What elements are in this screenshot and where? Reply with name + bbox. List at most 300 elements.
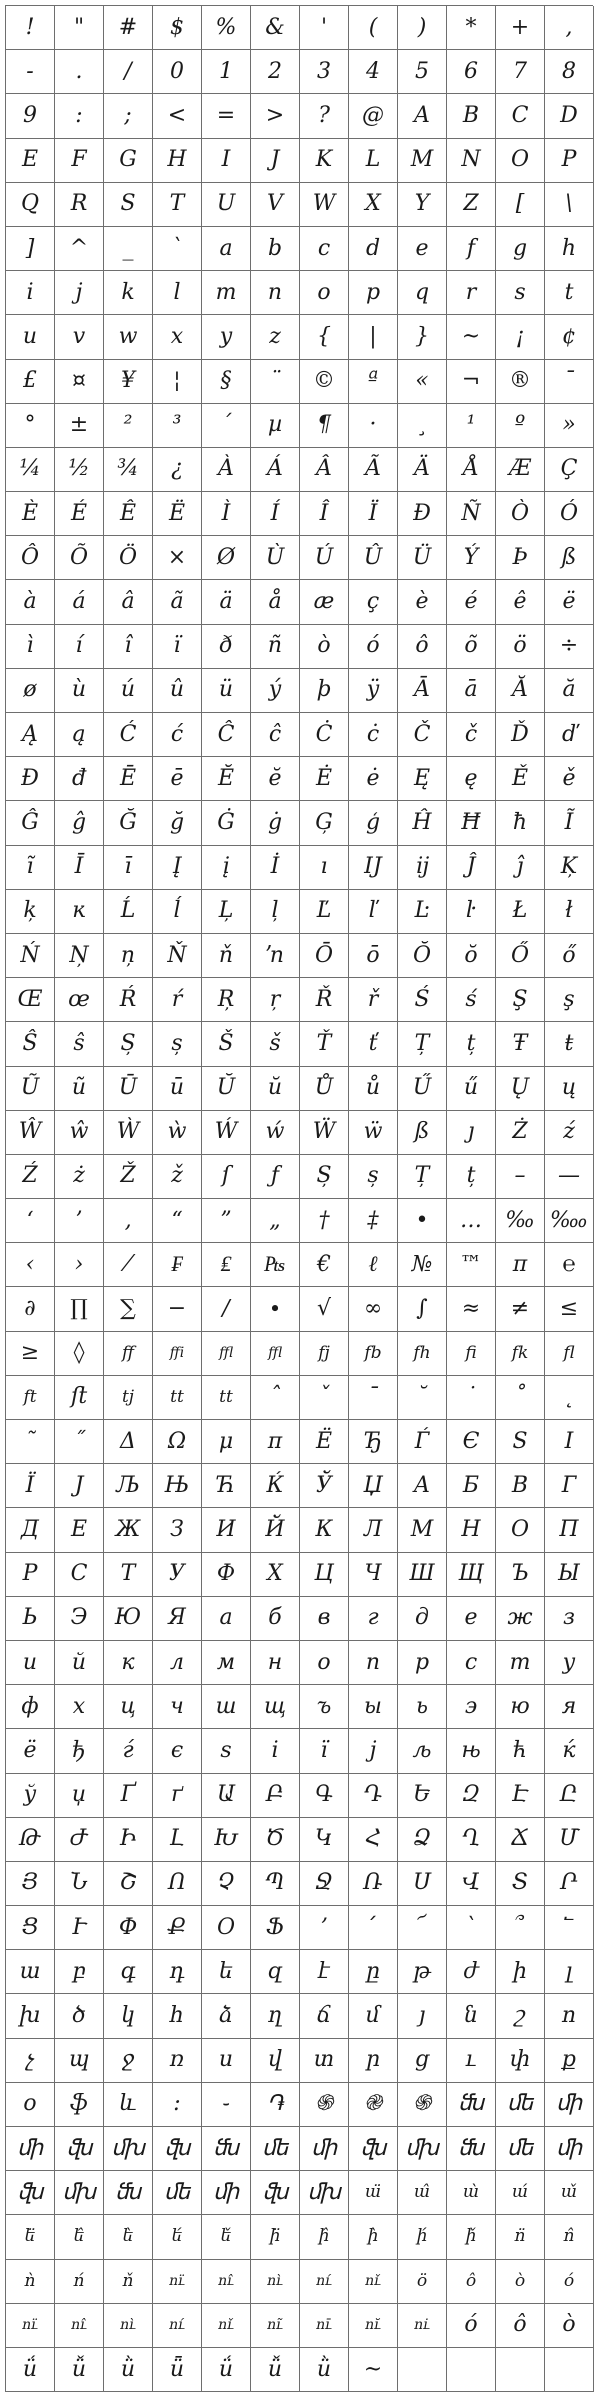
glyph-cell: Պ: [251, 1862, 300, 1906]
glyph-cell: F: [55, 139, 104, 183]
glyph-cell: Љ: [104, 1464, 153, 1508]
glyph-cell: ‹: [6, 1243, 55, 1287]
glyph-cell: Ș: [104, 1022, 153, 1066]
glyph-cell: Ś: [398, 978, 447, 1022]
glyph-cell: ե̈: [6, 2215, 55, 2259]
glyph-cell: Ț: [398, 1022, 447, 1066]
glyph-cell: Ž: [104, 1155, 153, 1199]
glyph-cell: х: [55, 1685, 104, 1729]
glyph-cell: я: [545, 1685, 594, 1729]
glyph-cell: â: [104, 580, 153, 624]
glyph-cell: Ņ: [55, 934, 104, 978]
glyph-cell: U: [202, 183, 251, 227]
glyph-cell: ու̃: [251, 2304, 300, 2348]
glyph-cell: Á: [251, 448, 300, 492]
glyph-cell: Ї: [6, 1464, 55, 1508]
glyph-cell: ŉ: [251, 934, 300, 978]
glyph-cell: #: [104, 6, 153, 50]
glyph-cell: ẃ: [251, 1111, 300, 1155]
glyph-cell: D: [545, 94, 594, 138]
glyph-cell: h: [545, 227, 594, 271]
glyph-cell: Ќ: [251, 1464, 300, 1508]
glyph-cell: r: [447, 271, 496, 315]
glyph-cell: ի: [496, 1950, 545, 1994]
glyph-cell: ֏: [251, 2083, 300, 2127]
glyph-cell: ų: [545, 1067, 594, 1111]
glyph-cell: ﬓ: [202, 2127, 251, 2171]
glyph-cell: ў: [6, 1774, 55, 1818]
glyph-cell: б: [251, 1597, 300, 1641]
glyph-cell: ж: [496, 1597, 545, 1641]
glyph-cell: Э: [55, 1597, 104, 1641]
glyph-cell: ą: [55, 713, 104, 757]
glyph-cell: ļ: [251, 890, 300, 934]
glyph-cell: ˉ: [349, 1376, 398, 1420]
glyph-cell: Յ: [6, 1862, 55, 1906]
glyph-cell: ț: [447, 1022, 496, 1066]
glyph-grid: [5, 5, 593, 2392]
glyph-cell: ē: [153, 757, 202, 801]
glyph-cell: Ẁ: [104, 1111, 153, 1155]
glyph-cell: ŗ: [251, 978, 300, 1022]
glyph-cell: ®: [496, 360, 545, 404]
glyph-cell: B: [447, 94, 496, 138]
glyph-cell: ու̄: [300, 2304, 349, 2348]
glyph-cell: Ļ: [202, 890, 251, 934]
glyph-cell: l: [153, 271, 202, 315]
glyph-cell: fl: [545, 1332, 594, 1376]
glyph-cell: ն: [447, 1994, 496, 2038]
glyph-cell: ﬗ: [104, 2127, 153, 2171]
glyph-cell: ű: [447, 1067, 496, 1111]
glyph-cell: «: [398, 360, 447, 404]
glyph-cell: ֊: [202, 2083, 251, 2127]
glyph-cell: ÷: [545, 625, 594, 669]
glyph-cell: Ù: [251, 536, 300, 580]
glyph-cell: Î: [300, 492, 349, 536]
glyph-cell: `: [153, 227, 202, 271]
glyph-cell: ș: [153, 1022, 202, 1066]
glyph-cell: &: [251, 6, 300, 50]
glyph-cell: ջ: [104, 2039, 153, 2083]
glyph-cell: W: [300, 183, 349, 227]
glyph-cell: q: [398, 271, 447, 315]
glyph-cell: ի̂: [300, 2215, 349, 2259]
glyph-cell: Ō: [300, 934, 349, 978]
glyph-cell: Ț: [398, 1155, 447, 1199]
glyph-cell: J: [251, 139, 300, 183]
glyph-cell: fh: [398, 1332, 447, 1376]
glyph-cell: à: [6, 580, 55, 624]
glyph-cell: ժ: [447, 1950, 496, 1994]
glyph-cell: 3: [300, 50, 349, 94]
glyph-cell: տ: [300, 2039, 349, 2083]
glyph-cell: օ̂: [447, 2260, 496, 2304]
glyph-cell: ò: [300, 625, 349, 669]
glyph-cell: İ: [251, 846, 300, 890]
glyph-cell: ş: [545, 978, 594, 1022]
glyph-cell: ¸: [398, 404, 447, 448]
glyph-cell: œ: [55, 978, 104, 1022]
glyph-cell: ¨: [251, 360, 300, 404]
glyph-cell: И: [202, 1508, 251, 1552]
glyph-cell: խ: [6, 1994, 55, 2038]
glyph-cell: “: [153, 1199, 202, 1243]
glyph-cell: Ý: [447, 536, 496, 580]
glyph-cell: M: [398, 139, 447, 183]
glyph-cell: ẁ: [153, 1111, 202, 1155]
glyph-cell: Ж: [104, 1508, 153, 1552]
glyph-cell: +: [496, 6, 545, 50]
glyph-cell: Ú: [300, 536, 349, 580]
glyph-cell: օ́: [545, 2260, 594, 2304]
glyph-cell: Դ: [349, 1774, 398, 1818]
glyph-cell: Ê: [104, 492, 153, 536]
glyph-cell: Փ: [104, 1906, 153, 1950]
glyph-cell: Ř: [300, 978, 349, 1022]
glyph-cell: Ū: [104, 1067, 153, 1111]
glyph-cell: ¹: [447, 404, 496, 448]
glyph-cell: Ć: [104, 713, 153, 757]
glyph-cell: Ĥ: [398, 801, 447, 845]
glyph-cell: ĕ: [251, 757, 300, 801]
glyph-cell: ու̀: [104, 2304, 153, 2348]
glyph-cell: լ: [545, 1950, 594, 1994]
glyph-cell: ǚ: [251, 2348, 300, 2392]
glyph-cell: Ð: [398, 492, 447, 536]
glyph-cell: ź: [545, 1111, 594, 1155]
glyph-cell: ț: [447, 1155, 496, 1199]
glyph-cell: ū: [153, 1067, 202, 1111]
glyph-cell: ō: [349, 934, 398, 978]
glyph-cell: Ħ: [447, 801, 496, 845]
glyph-cell: ի̌: [447, 2215, 496, 2259]
glyph-cell: Ă: [496, 669, 545, 713]
glyph-cell: É: [55, 492, 104, 536]
glyph-cell: Є: [447, 1420, 496, 1464]
glyph-cell: ÿ: [349, 669, 398, 713]
glyph-cell: հ: [153, 1994, 202, 2038]
glyph-cell: Д: [6, 1508, 55, 1552]
glyph-cell: µ: [251, 404, 300, 448]
glyph-cell: н: [251, 1641, 300, 1685]
glyph-cell: Ñ: [447, 492, 496, 536]
glyph-cell: Ź: [6, 1155, 55, 1199]
glyph-cell: ‚: [104, 1199, 153, 1243]
glyph-cell: ¤: [55, 360, 104, 404]
glyph-cell: ĸ: [55, 890, 104, 934]
glyph-cell: ա: [6, 1950, 55, 1994]
glyph-cell: fb: [349, 1332, 398, 1376]
glyph-cell: ՟: [545, 1906, 594, 1950]
glyph-cell: –: [496, 1155, 545, 1199]
glyph-cell: ŧ: [545, 1022, 594, 1066]
glyph-cell: Ջ: [300, 1862, 349, 1906]
glyph-cell: ւ: [447, 2039, 496, 2083]
glyph-cell: Ђ: [349, 1420, 398, 1464]
glyph-cell: |: [349, 315, 398, 359]
glyph-cell: »: [545, 404, 594, 448]
glyph-cell: ’: [55, 1199, 104, 1243]
glyph-cell: ﬓ: [447, 2127, 496, 2171]
glyph-cell: tt: [153, 1376, 202, 1420]
glyph-cell: Ç: [545, 448, 594, 492]
glyph-cell: v: [55, 315, 104, 359]
glyph-cell: ﬖ: [55, 2127, 104, 2171]
glyph-cell: з: [545, 1597, 594, 1641]
glyph-cell: у: [545, 1641, 594, 1685]
glyph-cell: ք: [545, 2039, 594, 2083]
glyph-cell: £: [6, 360, 55, 404]
glyph-cell: ՞: [496, 1906, 545, 1950]
glyph-cell: „: [251, 1199, 300, 1243]
glyph-cell: ր: [349, 2039, 398, 2083]
glyph-cell: ﬕ: [6, 2127, 55, 2171]
glyph-cell: ƒ: [251, 1155, 300, 1199]
glyph-cell: Ф: [202, 1553, 251, 1597]
glyph-cell: g: [496, 227, 545, 271]
glyph-cell: ˜: [6, 1420, 55, 1464]
glyph-cell: Й: [251, 1508, 300, 1552]
glyph-cell: ф: [6, 1685, 55, 1729]
glyph-cell: ?: [300, 94, 349, 138]
glyph-cell: f: [447, 227, 496, 271]
glyph-cell: .: [55, 50, 104, 94]
glyph-cell: ř: [349, 978, 398, 1022]
glyph-cell: ի̈: [251, 2215, 300, 2259]
glyph-cell: ո̀: [6, 2260, 55, 2304]
glyph-cell: π: [251, 1420, 300, 1464]
glyph-cell: K: [300, 139, 349, 183]
glyph-cell: դ: [153, 1950, 202, 1994]
glyph-cell: Վ: [447, 1862, 496, 1906]
glyph-cell: 2: [251, 50, 300, 94]
glyph-cell: ₤: [202, 1243, 251, 1287]
glyph-cell: Ћ: [202, 1464, 251, 1508]
glyph-cell: ß: [398, 1111, 447, 1155]
glyph-cell: ũ: [55, 1067, 104, 1111]
glyph-cell: ¿: [153, 448, 202, 492]
glyph-cell: ü: [202, 669, 251, 713]
glyph-cell: Շ: [104, 1862, 153, 1906]
glyph-cell: պ: [55, 2039, 104, 2083]
glyph-cell: ¶: [300, 404, 349, 448]
glyph-cell: ä: [202, 580, 251, 624]
glyph-cell: Ա: [202, 1774, 251, 1818]
glyph-cell: Ť: [300, 1022, 349, 1066]
glyph-cell: ġ: [251, 801, 300, 845]
glyph-cell: ": [55, 6, 104, 50]
glyph-cell: 0: [153, 50, 202, 94]
glyph-cell: Ц: [300, 1553, 349, 1597]
glyph-cell: ô: [496, 2304, 545, 2348]
glyph-cell: ĝ: [55, 801, 104, 845]
glyph-cell: 1: [202, 50, 251, 94]
glyph-cell: В: [496, 1464, 545, 1508]
glyph-cell: Լ: [153, 1818, 202, 1862]
glyph-cell: Ղ: [447, 1818, 496, 1862]
glyph-cell: љ: [398, 1729, 447, 1773]
glyph-cell: Է: [496, 1774, 545, 1818]
glyph-cell: Ŀ: [398, 890, 447, 934]
glyph-cell: tj: [104, 1376, 153, 1420]
glyph-cell: ĳ: [398, 846, 447, 890]
glyph-cell: ˚: [496, 1376, 545, 1420]
glyph-cell: ղ: [251, 1994, 300, 2038]
glyph-cell: ŭ: [251, 1067, 300, 1111]
glyph-cell: Ā: [398, 669, 447, 713]
glyph-cell: ņ: [104, 934, 153, 978]
glyph-cell: C: [496, 94, 545, 138]
glyph-cell: ու̈: [153, 2260, 202, 2304]
glyph-cell: К: [300, 1508, 349, 1552]
glyph-cell: í: [55, 625, 104, 669]
glyph-cell: թ: [398, 1950, 447, 1994]
glyph-cell: П: [545, 1508, 594, 1552]
glyph-cell: −: [153, 1287, 202, 1331]
glyph-cell: ,: [545, 6, 594, 50]
glyph-cell: ft: [6, 1376, 55, 1420]
glyph-cell: -: [6, 50, 55, 94]
glyph-cell: կ: [104, 1994, 153, 2038]
glyph-cell: fi: [447, 1332, 496, 1376]
glyph-cell: Չ: [202, 1862, 251, 1906]
glyph-cell: Ĉ: [202, 713, 251, 757]
glyph-cell: ﬕ: [202, 2171, 251, 2215]
glyph-cell: ^: [55, 227, 104, 271]
glyph-cell: ì: [6, 625, 55, 669]
glyph-cell: d: [349, 227, 398, 271]
glyph-cell: [496, 2348, 545, 2392]
glyph-cell: y: [202, 315, 251, 359]
glyph-cell: Ē: [104, 757, 153, 801]
glyph-cell: Ĩ: [545, 801, 594, 845]
glyph-cell: ո̌: [104, 2260, 153, 2304]
glyph-cell: Ș: [300, 1155, 349, 1199]
glyph-cell: Đ: [6, 757, 55, 801]
glyph-cell: Б: [447, 1464, 496, 1508]
glyph-cell: ě: [545, 757, 594, 801]
glyph-cell: Ė: [300, 757, 349, 801]
glyph-cell: в: [300, 1597, 349, 1641]
glyph-cell: օ̀: [496, 2260, 545, 2304]
glyph-cell: ֍: [398, 2083, 447, 2127]
glyph-cell: Օ: [202, 1906, 251, 1950]
glyph-cell: ու́: [153, 2304, 202, 2348]
glyph-cell: ու̆: [349, 2304, 398, 2348]
glyph-cell: ս: [202, 2039, 251, 2083]
glyph-cell: ∂: [6, 1287, 55, 1331]
glyph-cell: ա̂: [398, 2171, 447, 2215]
glyph-cell: ť: [349, 1022, 398, 1066]
glyph-cell: м: [202, 1641, 251, 1685]
glyph-cell: w: [104, 315, 153, 359]
glyph-cell: є: [153, 1729, 202, 1773]
glyph-cell: Ų: [496, 1067, 545, 1111]
glyph-cell: ﬗ: [300, 2171, 349, 2215]
glyph-cell: ': [300, 6, 349, 50]
glyph-cell: ´: [202, 404, 251, 448]
glyph-cell: ǜ: [104, 2348, 153, 2392]
glyph-cell: ffi: [153, 1332, 202, 1376]
glyph-cell: §: [202, 360, 251, 404]
glyph-cell: ∞: [349, 1287, 398, 1331]
glyph-cell: Ĵ: [447, 846, 496, 890]
glyph-cell: Þ: [496, 536, 545, 580]
glyph-cell: p: [349, 271, 398, 315]
glyph-cell: ú: [104, 669, 153, 713]
glyph-cell: Ĕ: [202, 757, 251, 801]
glyph-cell: և: [104, 2083, 153, 2127]
glyph-cell: ŵ: [55, 1111, 104, 1155]
glyph-cell: Ո: [153, 1862, 202, 1906]
glyph-cell: Ò: [496, 492, 545, 536]
glyph-cell: Y: [398, 183, 447, 227]
glyph-cell: Δ: [104, 1420, 153, 1464]
glyph-cell: Į: [153, 846, 202, 890]
glyph-cell: }: [398, 315, 447, 359]
glyph-cell: Ѓ: [398, 1420, 447, 1464]
glyph-cell: ՛: [349, 1906, 398, 1950]
glyph-cell: ś: [447, 978, 496, 1022]
glyph-cell: Ժ: [55, 1818, 104, 1862]
glyph-cell: Â: [300, 448, 349, 492]
glyph-cell: Ւ: [55, 1906, 104, 1950]
glyph-cell: ª: [349, 360, 398, 404]
glyph-cell: ó: [447, 2304, 496, 2348]
glyph-cell: Ő: [496, 934, 545, 978]
glyph-cell: Ѕ: [496, 1420, 545, 1464]
glyph-cell: С: [55, 1553, 104, 1597]
glyph-cell: р: [398, 1641, 447, 1685]
glyph-cell: բ: [55, 1950, 104, 1994]
glyph-cell: ı: [300, 846, 349, 890]
glyph-cell: ¾: [104, 448, 153, 492]
glyph-cell: ₣: [153, 1243, 202, 1287]
glyph-cell: о: [300, 1641, 349, 1685]
glyph-cell: ե: [202, 1950, 251, 1994]
glyph-cell: ó: [349, 625, 398, 669]
glyph-cell: ь: [398, 1685, 447, 1729]
glyph-cell: ~: [349, 2348, 398, 2392]
glyph-cell: Q: [6, 183, 55, 227]
glyph-cell: Թ: [6, 1818, 55, 1862]
glyph-cell: ˝: [55, 1420, 104, 1464]
glyph-cell: Բ: [251, 1774, 300, 1818]
glyph-cell: ¬: [447, 360, 496, 404]
glyph-cell: ﬖ: [6, 2171, 55, 2215]
glyph-cell: ň: [202, 934, 251, 978]
glyph-cell: ğ: [153, 801, 202, 845]
glyph-cell: ĩ: [6, 846, 55, 890]
glyph-cell: ю: [496, 1685, 545, 1729]
glyph-cell: Z: [447, 183, 496, 227]
glyph-cell: Ĺ: [104, 890, 153, 934]
glyph-cell: ու̇: [398, 2304, 447, 2348]
glyph-cell: z: [251, 315, 300, 359]
glyph-cell: й: [55, 1641, 104, 1685]
glyph-cell: Ą: [6, 713, 55, 757]
glyph-cell: ﬔ: [496, 2083, 545, 2127]
glyph-cell: ∏: [55, 1287, 104, 1331]
glyph-cell: ա̀: [447, 2171, 496, 2215]
glyph-cell: ĵ: [496, 846, 545, 890]
glyph-cell: s: [496, 271, 545, 315]
glyph-cell: Ґ: [104, 1774, 153, 1818]
glyph-cell: Ğ: [104, 801, 153, 845]
glyph-cell: ø: [6, 669, 55, 713]
glyph-cell: ы: [349, 1685, 398, 1729]
